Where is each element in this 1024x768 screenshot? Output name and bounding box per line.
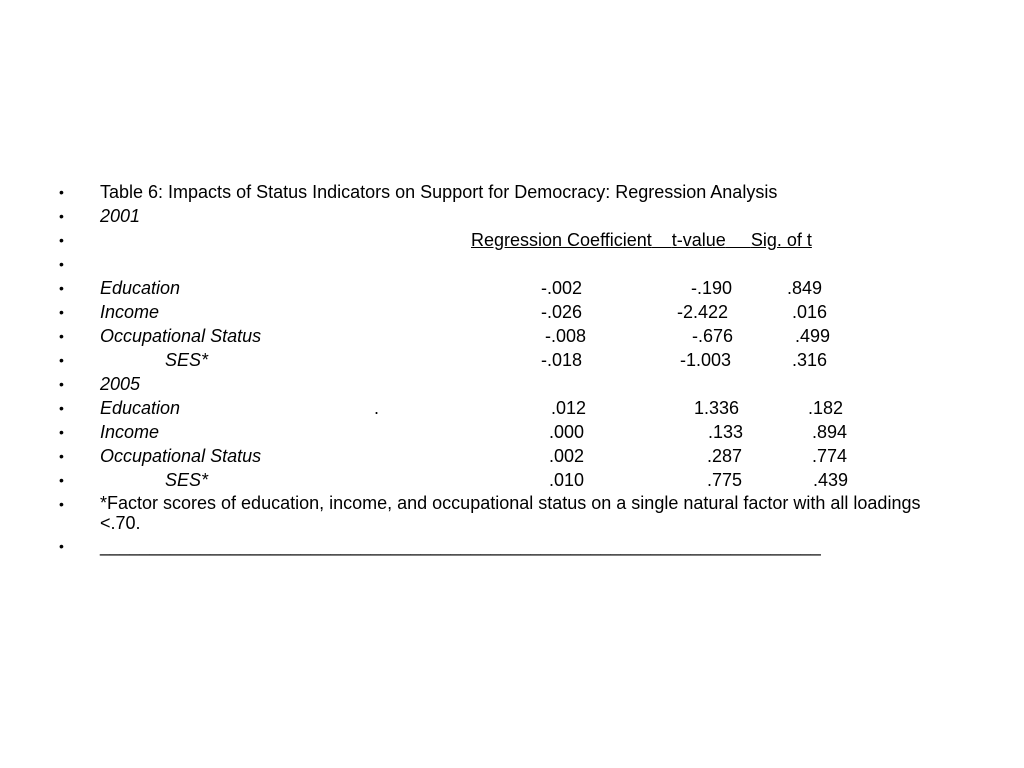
table-row <box>0 420 1024 444</box>
bullet: • <box>59 472 64 488</box>
year-2001-line <box>0 204 1024 228</box>
bullet: • <box>59 400 64 416</box>
row-label: Education <box>100 278 181 298</box>
bullet: • <box>59 352 64 368</box>
t-value: -.190 <box>691 278 733 298</box>
horizontal-rule: ________________________________________________________________________ <box>100 536 821 556</box>
bullet: • <box>59 184 64 200</box>
year-2005-line <box>0 372 1024 396</box>
empty-line <box>0 252 1024 276</box>
coef-value: .010 <box>549 470 585 490</box>
t-value: -.676 <box>692 326 734 346</box>
header-sig-of-t: Sig. of t <box>750 230 812 250</box>
t-value: -2.422 <box>677 302 729 322</box>
header-t-value: t-value <box>671 230 726 250</box>
t-value: 1.336 <box>694 398 740 418</box>
t-value: .287 <box>707 446 743 466</box>
footnote-line <box>0 492 1024 536</box>
bullet: • <box>59 376 64 392</box>
table-title: Table 6: Impacts of Status Indicators on Support for Democracy: Regression Analysis <box>100 182 778 202</box>
row-label: Income <box>100 302 160 322</box>
bullet: • <box>59 328 64 344</box>
stray-dot: . <box>374 398 380 418</box>
coef-value: -.026 <box>541 302 583 322</box>
table-row <box>0 324 1024 348</box>
coef-value: .012 <box>551 398 587 418</box>
title-line <box>0 180 1024 204</box>
coef-value: -.018 <box>541 350 583 370</box>
row-label: SES* <box>165 350 209 370</box>
header-regression-coefficient: Regression Coefficient <box>471 230 652 250</box>
sig-value: .774 <box>812 446 848 466</box>
column-headers <box>471 228 847 252</box>
bullet: • <box>59 448 64 464</box>
bullet: • <box>59 538 64 554</box>
coef-value: -.002 <box>541 278 583 298</box>
year-2001-label: 2001 <box>100 206 141 226</box>
t-value: .133 <box>708 422 744 442</box>
rule-line <box>0 534 1024 558</box>
table-row <box>0 348 1024 372</box>
row-label: Occupational Status <box>100 326 262 346</box>
bullet: • <box>59 424 64 440</box>
table-row <box>0 396 1024 420</box>
row-label: Income <box>100 422 160 442</box>
table-row <box>0 468 1024 492</box>
bullet: • <box>59 232 64 248</box>
bullet: • <box>59 256 64 272</box>
sig-value: .182 <box>808 398 844 418</box>
sig-value: .849 <box>787 278 823 298</box>
coef-value: .002 <box>549 446 585 466</box>
row-label: SES* <box>165 470 209 490</box>
row-label: Occupational Status <box>100 446 262 466</box>
sig-value: .316 <box>792 350 828 370</box>
header-line <box>0 228 1024 252</box>
sig-value: .439 <box>813 470 849 490</box>
coef-value: .000 <box>549 422 585 442</box>
row-label: Education <box>100 398 181 418</box>
table-row <box>0 276 1024 300</box>
sig-value: .894 <box>812 422 848 442</box>
footnote-text: *Factor scores of education, income, and occupational status on a single natural factor with all loadings <.70. <box>100 493 921 533</box>
coef-value: -.008 <box>545 326 587 346</box>
t-value: -1.003 <box>680 350 732 370</box>
bullet: • <box>59 496 64 512</box>
bullet: • <box>59 304 64 320</box>
bullet: • <box>59 208 64 224</box>
bullet: • <box>59 280 64 296</box>
year-2005-label: 2005 <box>100 374 141 394</box>
sig-value: .016 <box>792 302 828 322</box>
t-value: .775 <box>707 470 743 490</box>
table-row <box>0 444 1024 468</box>
table-row <box>0 300 1024 324</box>
sig-value: .499 <box>795 326 831 346</box>
